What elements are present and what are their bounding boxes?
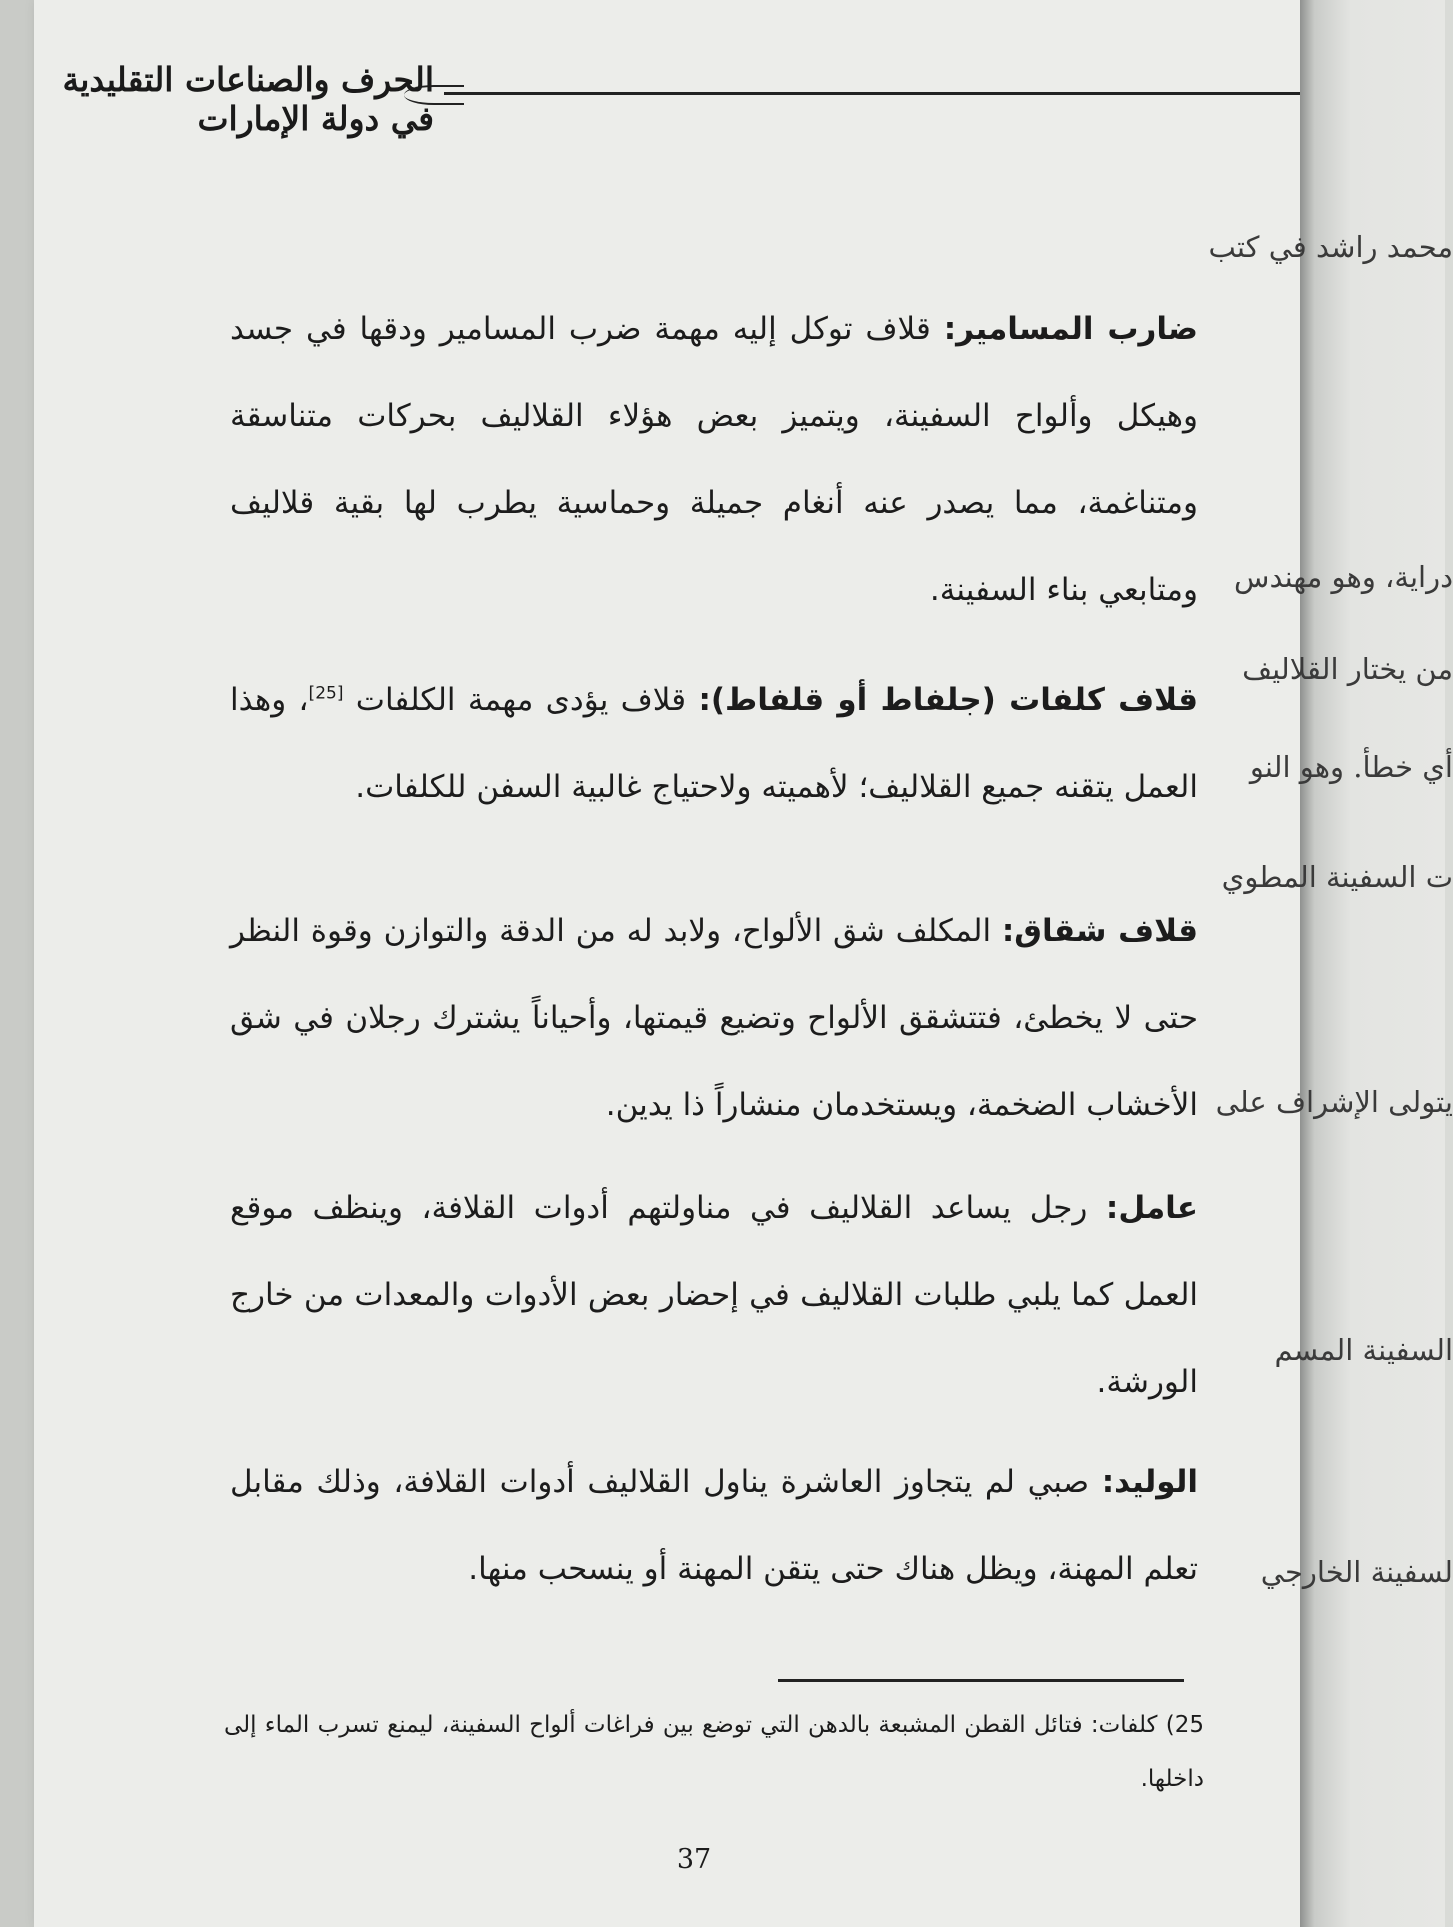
entry-text: ، وهذا العمل يتقنه جميع القلاليف؛ لأهميته ولاحتياج غالبية السفن للكلفات. [230,682,1198,805]
entry-boy-apprentice [230,1439,1198,1613]
adjacent-page-text: محمد راشد في كتب [1208,230,1453,264]
entry-term: عامل: [1105,1190,1198,1226]
footnote-reference: [25] [308,683,344,704]
adjacent-page-text: دراية، وهو مهندس [1234,560,1453,594]
entry-splitter [230,888,1198,1149]
header-rule [444,92,1300,95]
adjacent-page-text: السفينة المسم [1274,1333,1453,1367]
entry-term: قلاف شقاق: [1001,913,1198,949]
entry-text: قلاف توكل إليه مهمة ضرب المسامير ودقها في جسد وهيكل وألواح السفينة، ويتميز بعض هؤلاء القلاليف بحركات متناسقة ومتناغمة، مما يصدر عنه أنغام جميلة وحماسية يطرب لها بقية قلاليف ومتابعي بناء السفينة. [230,311,1198,608]
page-number: 37 [676,1844,712,1875]
book-page [34,0,1300,1927]
entry-text: صبي لم يتجاوز العاشرة يناول القلاليف أدوات القلافة، وذلك مقابل تعلم المهنة، ويظل هناك حتى يتقن المهنة أو ينسحب منها. [230,1464,1198,1587]
entry-text: المكلف شق الألواح، ولابد له من الدقة والتوازن وقوة النظر حتى لا يخطئ، فتتشقق الألواح وتضيع قيمتها، وأحياناً يشترك رجلان في شق الأخشاب الضخمة، ويستخدمان منشاراً ذا يدين. [230,913,1198,1123]
entry-term: الوليد: [1101,1464,1198,1500]
footnote-separator [778,1679,1184,1682]
adjacent-page-text: من يختار القلاليف [1242,652,1453,686]
adjacent-page-text: ت السفينة المطوي [1221,860,1453,894]
running-header: الحرف والصناعات التقليدية في دولة الإمارات [62,60,434,138]
background-edge [0,0,34,1927]
footnote-25: 25) كلفات: فتائل القطن المشبعة بالدهن التي توضع بين فراغات ألواح السفينة، ليمنع تسرب الماء إلى داخلها. [224,1712,1204,1792]
entry-term: ضارب المسامير: [943,311,1198,347]
adjacent-page-edge [1208,0,1453,1927]
adjacent-page-text: أي خطأ. وهو النو [1249,750,1453,784]
entry-text: رجل يساعد القلاليف في مناولتهم أدوات القلافة، وينظف موقع العمل كما يلبي طلبات القلاليف في إحضار بعض الأدوات والمعدات من خارج الورشة. [230,1190,1198,1400]
adjacent-page-text: لسفينة الخارجي [1260,1555,1453,1589]
entry-text: قلاف يؤدى مهمة الكلفات [343,682,699,718]
entry-nail-striker [230,286,1198,634]
adjacent-page-text: يتولى الإشراف على [1215,1085,1453,1119]
entry-caulker [230,657,1198,831]
entry-term: قلاف كلفات (جلفاط أو قلفاط): [698,682,1199,718]
entry-worker [230,1165,1198,1426]
